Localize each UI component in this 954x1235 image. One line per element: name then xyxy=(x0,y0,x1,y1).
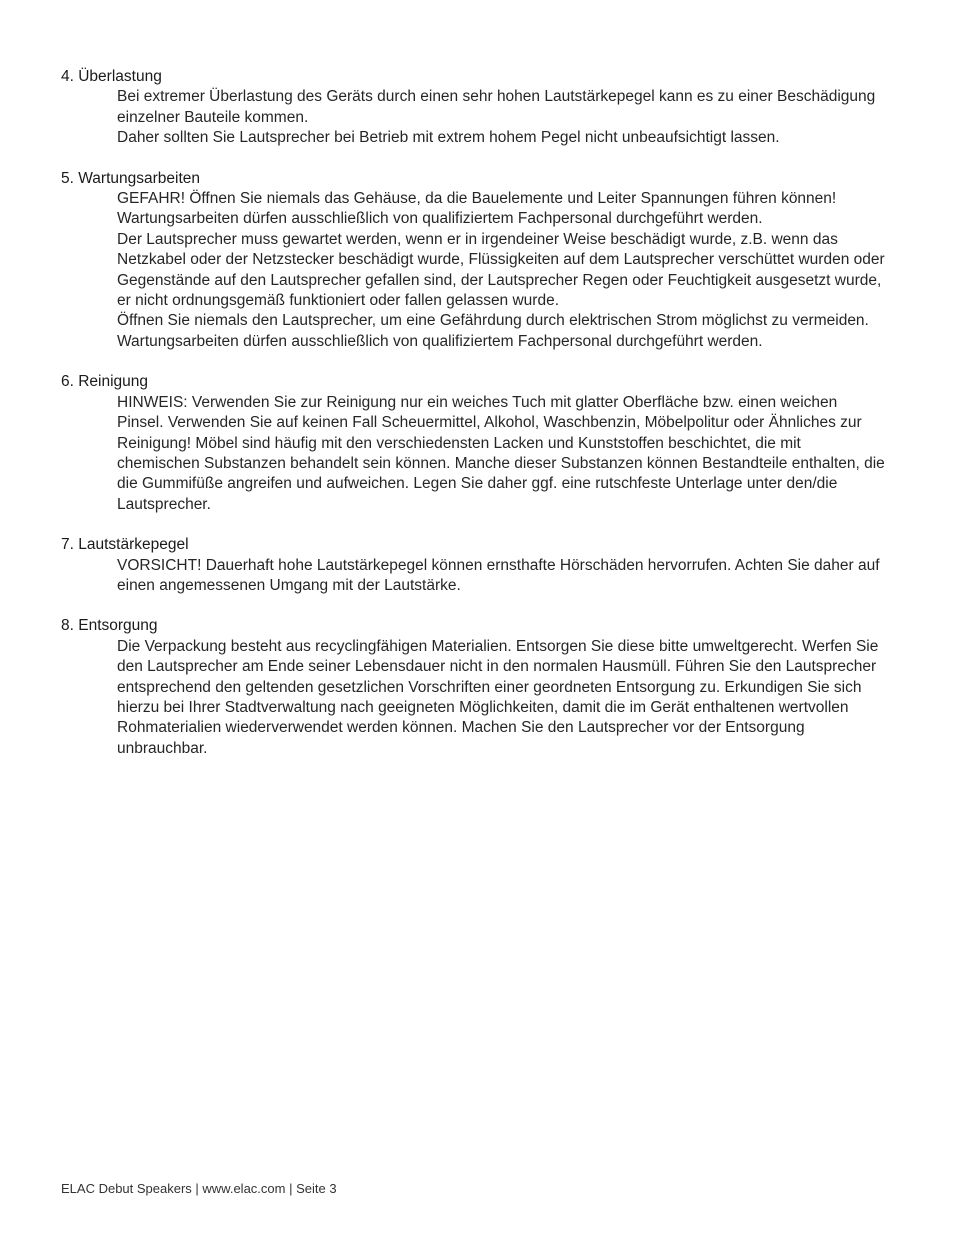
section-heading: 5. Wartungsarbeiten xyxy=(61,169,201,187)
section-body xyxy=(117,87,887,148)
section-wartungsarbeiten xyxy=(61,169,891,353)
section-entsorgung xyxy=(61,616,891,759)
section-heading: 7. Lautstärkepegel xyxy=(61,536,189,554)
paragraph: Daher sollten Sie Lautsprecher bei Betrieb mit extrem hohem Pegel nicht unbeaufsichtigt lassen. xyxy=(117,129,780,147)
section-heading: 8. Entsorgung xyxy=(61,617,158,635)
document-content xyxy=(61,67,891,779)
paragraph: Die Verpackung besteht aus recyclingfähigen Materialien. Entsorgen Sie diese bitte umweltgerecht. Werfen Sie den Lautsprecher am Ende seiner Lebensdauer nicht in den normalen Hausmüll. Führen Sie den Lautsprecher entsprechend den geltenden gesetzlichen Vorschriften einer geordneten Entsorgung zu. Erkundigen Sie sich hierzu bei Ihrer Stadtverwaltung nach geeigneten Möglichkeiten, damit die im Gerät enthaltenen wertvollen Rohmaterialien wiederverwendet werden können. Machen Sie den Lautsprecher vor der Entsorgung unbrauchbar. xyxy=(117,637,879,757)
section-body xyxy=(117,556,887,597)
section-body xyxy=(117,637,887,759)
paragraph: Bei extremer Überlastung des Geräts durch einen sehr hohen Lautstärkepegel kann es zu einer Beschädigung einzelner Bauteile kommen. xyxy=(117,88,876,126)
section-body xyxy=(117,189,887,352)
paragraph: Öffnen Sie niemals den Lautsprecher, um eine Gefährdung durch elektrischen Strom möglichst zu vermeiden. Wartungsarbeiten dürfen ausschließlich von qualifiziertem Fachpersonal durchgeführt werden. xyxy=(117,312,869,350)
paragraph: Wartungsarbeiten dürfen ausschließlich von qualifiziertem Fachpersonal durchgeführt werden. xyxy=(117,210,763,228)
paragraph: HINWEIS: Verwenden Sie zur Reinigung nur ein weiches Tuch mit glatter Oberfläche bzw. einen weichen Pinsel. Verwenden Sie auf keinen Fall Scheuermittel, Alkohol, Waschbenzin, Möbelpolitur oder Ähnliches zur Reinigung! Möbel sind häufig mit den verschiedensten Lacken und Kunststoffen beschichtet, die mit chemischen Substanzen behandelt sein können. Manche dieser Substanzen können Bestandteile enthalten, die die Gummifüße angreifen und aufweichen. Legen Sie daher ggf. eine rutschfeste Unterlage unter den/die Lautsprecher. xyxy=(117,393,885,513)
section-body xyxy=(117,393,887,515)
paragraph: Der Lautsprecher muss gewartet werden, wenn er in irgendeiner Weise beschädigt wurde, z.B. wenn das Netzkabel oder der Netzstecker beschädigt wurde, Flüssigkeiten auf dem Lautsprecher verschüttet wurden oder Gegenstände auf den Lautsprecher gefallen sind, der Lautsprecher Regen oder Feuchtigkeit ausgesetzt wurde, er nicht ordnungsgemäß funktioniert oder fallen gelassen wurde. xyxy=(117,230,885,310)
section-heading: 6. Reinigung xyxy=(61,373,149,391)
section-heading: 4. Überlastung xyxy=(61,68,162,85)
section-lautstaerkepegel xyxy=(61,535,891,596)
section-reinigung xyxy=(61,372,891,515)
paragraph: VORSICHT! Dauerhaft hohe Lautstärkepegel können ernsthafte Hörschäden hervorrufen. Achten Sie daher auf einen angemessenen Umgang mit der Lautstärke. xyxy=(117,556,880,594)
section-ueberlastung xyxy=(61,67,891,149)
page-footer: ELAC Debut Speakers | www.elac.com | Seite 3 xyxy=(61,1181,337,1196)
paragraph: GEFAHR! Öffnen Sie niemals das Gehäuse, da die Bauelemente und Leiter Spannungen führen können! xyxy=(117,190,837,208)
